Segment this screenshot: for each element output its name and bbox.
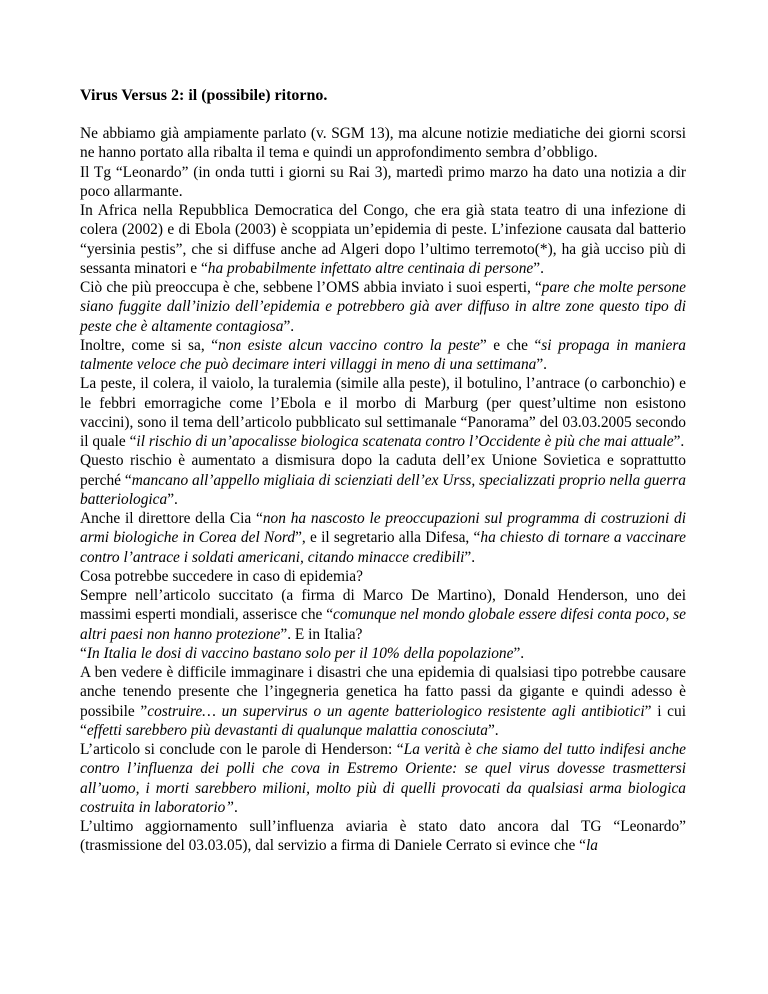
paragraph <box>80 817 686 856</box>
paragraph <box>80 663 686 740</box>
text-run: ”. <box>283 317 295 335</box>
text-run: ”. <box>673 433 685 450</box>
paragraph <box>80 201 686 278</box>
paragraph <box>80 509 686 567</box>
text-run: ” e che “ <box>479 336 542 354</box>
paragraph <box>80 644 686 663</box>
quoted-text: pare che molte persone siano fuggite dall’inizio dell’epidemia e potrebbero già aver diffuso in altre zone questo tipo di peste che è altamente contagiosa <box>80 279 686 335</box>
text-run: Sempre nell’articolo succitato (a firma di Marco De Martino), Donald Henderson, uno dei massimi esperti mondiali, asserisce che “ <box>80 587 686 624</box>
paragraph <box>80 586 686 644</box>
text-run: A ben vedere è difficile immaginare i disastri che una epidemia di qualsiasi tipo potrebbe causare anche tenendo presente che l’ingegneria genetica ha fatto passi da gigante e quindi adesso è possibile ” <box>80 664 686 720</box>
paragraph <box>80 336 686 375</box>
text-run: Anche il direttore della Cia “ <box>80 510 263 527</box>
text-run: In Africa nella Repubblica Democratica del Congo, che era già stata teatro di una infezione di colera (2002) e di Ebola (2003) è scoppiata un’epidemia di peste. L’infezione causata dal batterio “yersinia pestis”, che si diffuse anche ad Algeri dopo l’ultimo terremoto(*), ha già ucciso più di sessanta minatori e “ <box>80 202 686 277</box>
text-run: Questo rischio è aumentato a dismisura dopo la caduta dell’ex Unione Sovietica e soprattutto perché “ <box>80 452 686 489</box>
text-run: ” i cui “ <box>80 702 686 739</box>
quoted-text: comunque nel mondo globale essere difesi conta poco, se altri paesi non hanno protezione <box>80 606 686 643</box>
document-body <box>80 124 686 856</box>
quoted-text: ha probabilmente infettato altre centinaia di persone <box>207 259 534 277</box>
quoted-text: non ha nascosto le preoccupazioni sul programma di costruzioni di armi biologiche in Corea del Nord <box>80 510 687 547</box>
text-run: “ <box>80 644 87 662</box>
document-title: Virus Versus 2: il (possibile) ritorno. <box>80 87 328 104</box>
text-run: Il Tg “Leonardo” (in onda tutti i giorni su Rai 3), martedì primo marzo ha dato una notizia a dir poco allarmante. <box>80 163 686 200</box>
paragraph <box>80 374 686 451</box>
text-run: Ciò che più preoccupa è che, sebbene l’OMS abbia inviato i suoi esperti, “ <box>80 279 542 296</box>
quoted-text: il rischio di un’apocalisse biologica scatenata contro l’Occidente è più che mai attuale <box>136 433 674 450</box>
quoted-text: non esiste alcun vaccino contro la peste <box>218 336 480 354</box>
quoted-text: ha chiesto di tornare a vaccinare contro l’antrace i soldati americani, citando minacce credibili <box>80 529 686 566</box>
document-page <box>80 86 686 856</box>
text-run: ”. <box>536 356 548 373</box>
text-run: L’articolo si conclude con le parole di Henderson: “ <box>80 741 404 758</box>
text-run: ”, e il segretario alla Difesa, “ <box>295 529 481 547</box>
paragraph <box>80 740 686 817</box>
text-run: L’ultimo aggiornamento sull’influenza aviaria è stato dato ancora dal TG “Leonardo” (trasmissione del 03.03.05), dal servizio a firma di Daniele Cerrato si evince che “ <box>80 818 686 855</box>
quoted-text: effetti sarebbero più devastanti di qualunque malattia conosciuta <box>86 721 488 739</box>
text-run: . <box>233 798 238 816</box>
quoted-text: In Italia le dosi di vaccino bastano solo per il 10% della popolazione <box>86 644 514 662</box>
text-run: Cosa potrebbe succedere in caso di epidemia? <box>80 567 363 585</box>
text-run: Ne abbiamo già ampiamente parlato (v. SGM 13), ma alcune notizie mediatiche dei giorni scorsi ne hanno portato alla ribalta il tema e quindi un approfondimento sembra d’obbligo. <box>80 125 686 162</box>
paragraph <box>80 278 686 336</box>
quoted-text: mancano all’appello migliaia di scienziati dell’ex Urss, specializzati proprio nella guerra batteriologica <box>80 471 686 508</box>
quoted-text: la <box>586 837 598 855</box>
quoted-text: costruire… un supervirus o un agente batteriologico resistente agli antibiotici <box>147 702 645 720</box>
text-run: ”. <box>464 548 476 566</box>
text-run: La peste, il colera, il vaiolo, la turalemia (simile alla peste), il botulino, l’antrace (o carbonchio) e le febbri emorragiche come l’Ebola e il morbo di Marburg (per quest’ultime non esistono vaccini), sono il tema dell’articolo pubblicato sul settimanale “Panorama” del 03.03.2005 secondo il quale “ <box>80 375 686 450</box>
paragraph <box>80 567 686 586</box>
text-run: ”. <box>487 721 499 739</box>
text-run: ”. <box>513 644 525 662</box>
text-run: ”. <box>167 490 178 508</box>
paragraph <box>80 451 686 509</box>
paragraph <box>80 124 686 163</box>
quoted-text: La verità è che siamo del tutto indifesi anche contro l’influenza dei polli che cova in Estremo Oriente: se quel virus dovesse trasmettersi all’uomo, i morti sarebbero milioni, molto più di quelli provocati da qualsiasi arma biologica costruita in laboratorio” <box>80 741 686 816</box>
text-run: ”. E in Italia? <box>280 625 363 643</box>
text-run: ”. <box>533 259 544 277</box>
quoted-text: si propaga in maniera talmente veloce che può decimare interi villaggi in meno di una settimana <box>80 336 686 373</box>
text-run: Inoltre, come si sa, “ <box>80 336 219 354</box>
paragraph <box>80 163 686 202</box>
